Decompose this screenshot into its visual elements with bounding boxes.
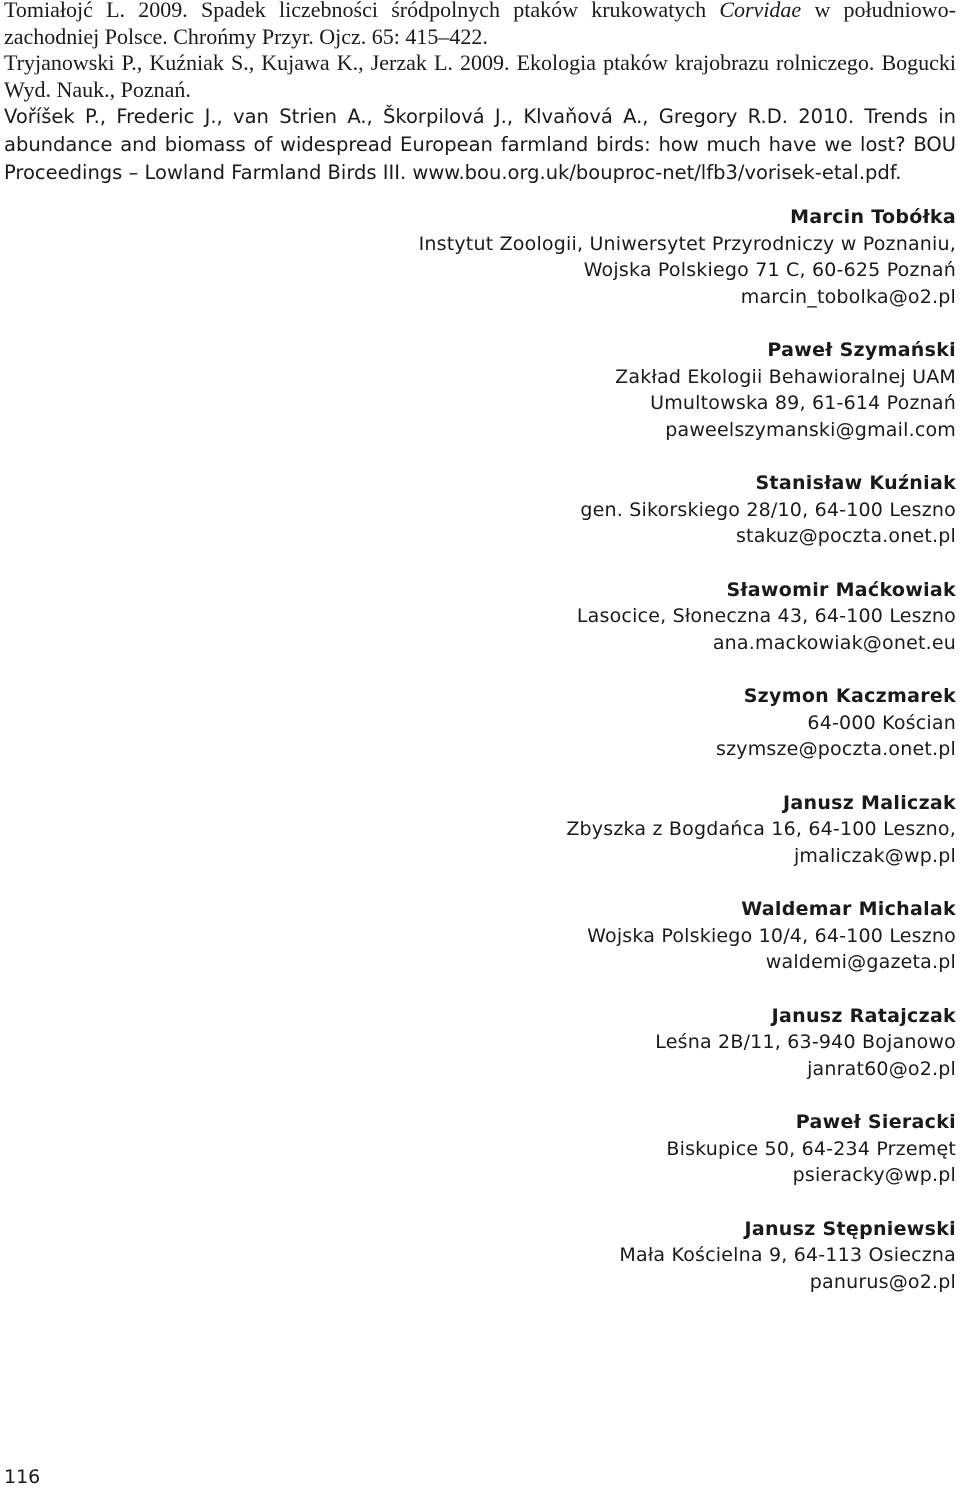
author-affiliation: Zakład Ekologii Behawioralnej UAM — [615, 365, 956, 388]
author-block — [356, 1003, 956, 1083]
author-name: Stanisław Kuźniak — [755, 472, 956, 494]
author-name: Janusz Stępniewski — [744, 1217, 956, 1240]
reference-text: w południowo-zachodniej Polsce. Chrońmy Przyr. Ojcz. 65: 415–422. — [4, 0, 956, 49]
reference-tomialojc — [4, 0, 956, 50]
author-address: Umultowska 89, 61-614 Poznań — [650, 392, 956, 414]
author-address: Leśna 2B/11, 63-940 Bojanowo — [655, 1031, 956, 1053]
author-name: Marcin Tobółka — [790, 206, 956, 228]
author-block — [356, 790, 956, 870]
author-name: Sławomir Maćkowiak — [726, 578, 956, 601]
author-name: Paweł Sieracki — [795, 1111, 956, 1133]
author-addresses — [356, 204, 956, 1322]
author-name: Paweł Szymański — [767, 339, 956, 361]
author-name: Waldemar Michalak — [741, 898, 956, 920]
author-block — [356, 204, 956, 310]
author-block — [356, 337, 956, 443]
page-number: 116 — [4, 1466, 41, 1488]
author-address: gen. Sikorskiego 28/10, 64-100 Leszno — [580, 498, 956, 521]
author-name: Szymon Kaczmarek — [743, 685, 956, 707]
reference-text: Tomiałojć L. 2009. Spadek liczebności śródpolnych ptaków krukowatych — [4, 0, 720, 22]
reference-text: Tryjanowski P., Kuźniak S., Kujawa K., Jerzak L. 2009. Ekologia ptaków krajobrazu rolniczego. Bogucki Wyd. Nauk., Poznań. — [4, 50, 956, 102]
author-address: Wojska Polskiego 10/4, 64-100 Leszno — [587, 924, 956, 947]
author-block — [356, 1109, 956, 1189]
reference-italic-text: Corvidae — [719, 0, 802, 22]
author-address: Zbyszka z Bogdańca 16, 64-100 Leszno, — [566, 818, 956, 840]
author-address: Mała Kościelna 9, 64-113 Osieczna — [619, 1244, 956, 1266]
author-email: marcin_tobolka@o2.pl — [740, 285, 956, 308]
author-name: Janusz Maliczak — [783, 791, 956, 814]
references-list — [4, 0, 956, 186]
reference-tryjanowski — [4, 50, 956, 103]
author-address: Wojska Polskiego 71 C, 60-625 Poznań — [583, 259, 956, 281]
author-address: Biskupice 50, 64-234 Przemęt — [666, 1137, 956, 1160]
author-email: stakuz@poczta.onet.pl — [735, 525, 956, 547]
author-name: Janusz Ratajczak — [771, 1004, 956, 1027]
author-block — [356, 1216, 956, 1296]
author-address: 64-000 Kościan — [807, 711, 956, 734]
author-block — [356, 683, 956, 763]
author-affiliation: Instytut Zoologii, Uniwersytet Przyrodniczy w Poznaniu, — [418, 232, 956, 255]
author-email: paweelszymanski@gmail.com — [665, 418, 956, 441]
reference-text: Voříšek P., Frederic J., van Strien A., Škorpilová J., Klvaňová A., Gregory R.D. 2010. Trends in abundance and biomass of widespread European farmland birds: how much have we lost? BOU Proceedings – Lowland Farmland Birds III. www.bou.org.uk/bouproc-net/lfb3/vorisek-etal.pdf. — [4, 105, 956, 184]
author-email: janrat60@o2.pl — [807, 1057, 956, 1080]
author-email: panurus@o2.pl — [809, 1270, 956, 1293]
author-email: psieracky@wp.pl — [792, 1164, 956, 1186]
author-block — [356, 577, 956, 657]
author-address: Lasocice, Słoneczna 43, 64-100 Leszno — [576, 605, 956, 627]
author-email: ana.mackowiak@onet.eu — [712, 631, 956, 654]
author-email: jmaliczak@wp.pl — [793, 844, 956, 867]
reference-vorisek — [4, 103, 956, 186]
author-email: waldemi@gazeta.pl — [765, 951, 956, 973]
author-block — [356, 470, 956, 550]
author-email: szymsze@poczta.onet.pl — [715, 738, 956, 760]
author-block — [356, 896, 956, 976]
